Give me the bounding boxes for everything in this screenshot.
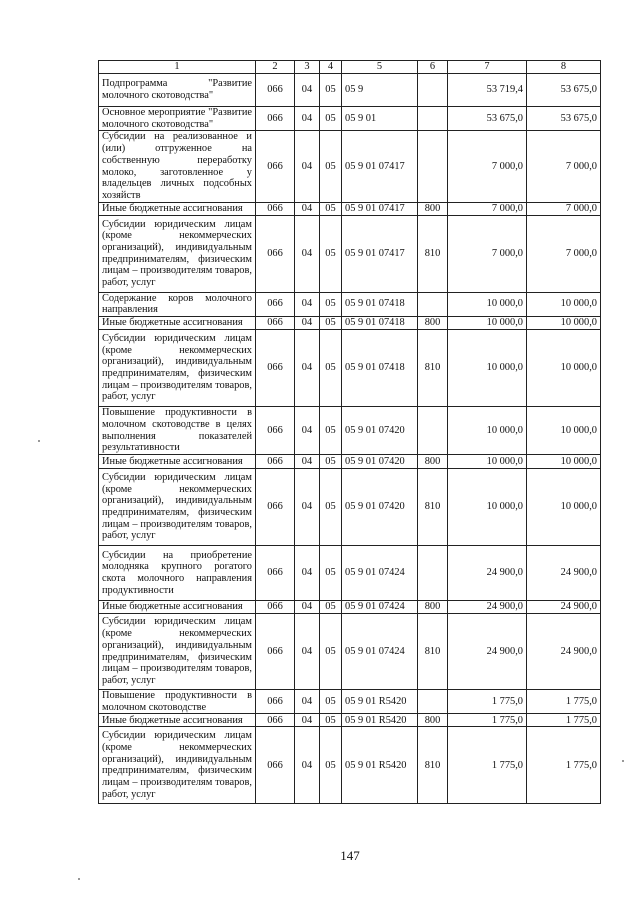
column-header-8: 8 (527, 61, 601, 74)
col-7-cell: 24 900,0 (448, 614, 527, 690)
col-7-cell: 10 000,0 (448, 317, 527, 330)
col-8-cell: 1 775,0 (527, 714, 601, 727)
col-5-cell: 05 9 01 07417 (342, 131, 418, 202)
col-7-cell: 1 775,0 (448, 727, 527, 804)
col-3-cell: 04 (295, 407, 320, 455)
col-6-cell (418, 407, 448, 455)
col-7-cell: 10 000,0 (448, 292, 527, 316)
col-7-cell: 24 900,0 (448, 546, 527, 601)
col-8-cell: 24 900,0 (527, 614, 601, 690)
row-name: Содержание коров молочного направления (99, 292, 256, 316)
col-6-cell: 810 (418, 614, 448, 690)
col-7-cell: 10 000,0 (448, 455, 527, 469)
col-5-cell: 05 9 01 07420 (342, 455, 418, 469)
col-3-cell: 04 (295, 714, 320, 727)
col-4-cell: 05 (320, 292, 342, 316)
col-8-cell: 10 000,0 (527, 455, 601, 469)
col-7-cell: 10 000,0 (448, 469, 527, 546)
col-5-cell: 05 9 (342, 74, 418, 107)
col-4-cell: 05 (320, 215, 342, 292)
col-4-cell: 05 (320, 614, 342, 690)
col-4-cell: 05 (320, 714, 342, 727)
row-name: Субсидии юридическим лицам (кроме некоммерческих организаций), индивидуальным предпринимателям, физическим лицам – производителям товаров, работ, услуг (99, 614, 256, 690)
col-3-cell: 04 (295, 317, 320, 330)
col-3-cell: 04 (295, 330, 320, 407)
table-row (99, 690, 601, 714)
col-3-cell: 04 (295, 74, 320, 107)
column-header-1: 1 (99, 61, 256, 74)
row-name: Иные бюджетные ассигнования (99, 455, 256, 469)
table-body (99, 74, 601, 804)
col-6-cell (418, 292, 448, 316)
col-6-cell: 810 (418, 727, 448, 804)
col-4-cell: 05 (320, 131, 342, 202)
table-row (99, 727, 601, 804)
column-header-2: 2 (256, 61, 295, 74)
col-7-cell: 7 000,0 (448, 131, 527, 202)
scan-speck (38, 440, 40, 442)
col-5-cell: 05 9 01 07424 (342, 546, 418, 601)
col-6-cell: 800 (418, 601, 448, 614)
col-2-cell: 066 (256, 292, 295, 316)
col-7-cell: 7 000,0 (448, 215, 527, 292)
col-2-cell: 066 (256, 131, 295, 202)
col-2-cell: 066 (256, 714, 295, 727)
table-row (99, 202, 601, 215)
col-3-cell: 04 (295, 202, 320, 215)
table-row (99, 131, 601, 202)
col-6-cell (418, 107, 448, 131)
col-4-cell: 05 (320, 74, 342, 107)
col-5-cell: 05 9 01 07424 (342, 614, 418, 690)
col-7-cell: 1 775,0 (448, 690, 527, 714)
table-row (99, 601, 601, 614)
col-8-cell: 1 775,0 (527, 727, 601, 804)
row-name: Иные бюджетные ассигнования (99, 714, 256, 727)
col-5-cell: 05 9 01 07424 (342, 601, 418, 614)
col-6-cell: 810 (418, 215, 448, 292)
col-4-cell: 05 (320, 407, 342, 455)
col-6-cell: 800 (418, 202, 448, 215)
col-5-cell: 05 9 01 R5420 (342, 727, 418, 804)
col-7-cell: 53 675,0 (448, 107, 527, 131)
column-header-4: 4 (320, 61, 342, 74)
col-7-cell: 1 775,0 (448, 714, 527, 727)
col-7-cell: 53 719,4 (448, 74, 527, 107)
col-7-cell: 24 900,0 (448, 601, 527, 614)
col-5-cell: 05 9 01 07417 (342, 202, 418, 215)
col-7-cell: 10 000,0 (448, 330, 527, 407)
col-8-cell: 53 675,0 (527, 107, 601, 131)
col-5-cell: 05 9 01 07417 (342, 215, 418, 292)
row-name: Иные бюджетные ассигнования (99, 317, 256, 330)
col-2-cell: 066 (256, 546, 295, 601)
page-number: 147 (340, 848, 360, 863)
col-4-cell: 05 (320, 202, 342, 215)
col-2-cell: 066 (256, 215, 295, 292)
row-name: Субсидии юридическим лицам (кроме некоммерческих организаций), индивидуальным предпринимателям, физическим лицам – производителям товаров, работ, услуг (99, 727, 256, 804)
row-name: Иные бюджетные ассигнования (99, 202, 256, 215)
col-7-cell: 7 000,0 (448, 202, 527, 215)
col-4-cell: 05 (320, 107, 342, 131)
col-4-cell: 05 (320, 690, 342, 714)
table-row (99, 546, 601, 601)
col-2-cell: 066 (256, 202, 295, 215)
col-8-cell: 7 000,0 (527, 215, 601, 292)
column-header-6: 6 (418, 61, 448, 74)
col-2-cell: 066 (256, 455, 295, 469)
col-5-cell: 05 9 01 R5420 (342, 714, 418, 727)
col-3-cell: 04 (295, 469, 320, 546)
table-row (99, 292, 601, 316)
col-6-cell (418, 690, 448, 714)
col-8-cell: 1 775,0 (527, 690, 601, 714)
budget-table (98, 60, 601, 804)
col-6-cell (418, 74, 448, 107)
col-2-cell: 066 (256, 330, 295, 407)
scan-speck (622, 760, 624, 762)
col-8-cell: 7 000,0 (527, 131, 601, 202)
col-2-cell: 066 (256, 317, 295, 330)
col-3-cell: 04 (295, 601, 320, 614)
col-3-cell: 04 (295, 215, 320, 292)
col-8-cell: 10 000,0 (527, 317, 601, 330)
col-8-cell: 24 900,0 (527, 601, 601, 614)
row-name: Повышение продуктивности в молочном скотоводстве (99, 690, 256, 714)
col-3-cell: 04 (295, 727, 320, 804)
col-8-cell: 10 000,0 (527, 292, 601, 316)
col-6-cell (418, 546, 448, 601)
col-5-cell: 05 9 01 07420 (342, 407, 418, 455)
table-row (99, 469, 601, 546)
col-5-cell: 05 9 01 R5420 (342, 690, 418, 714)
col-2-cell: 066 (256, 614, 295, 690)
col-3-cell: 04 (295, 690, 320, 714)
column-header-3: 3 (295, 61, 320, 74)
row-name: Субсидии на приобретение молодняка крупного рогатого скота молочного направления продуктивности (99, 546, 256, 601)
col-8-cell: 10 000,0 (527, 407, 601, 455)
col-4-cell: 05 (320, 546, 342, 601)
col-2-cell: 066 (256, 690, 295, 714)
table-row (99, 215, 601, 292)
row-name: Субсидии юридическим лицам (кроме некоммерческих организаций), индивидуальным предпринимателям, физическим лицам – производителям товаров, работ, услуг (99, 469, 256, 546)
col-6-cell (418, 131, 448, 202)
col-2-cell: 066 (256, 469, 295, 546)
col-8-cell: 7 000,0 (527, 202, 601, 215)
col-4-cell: 05 (320, 469, 342, 546)
col-5-cell: 05 9 01 07418 (342, 292, 418, 316)
col-3-cell: 04 (295, 455, 320, 469)
row-name: Иные бюджетные ассигнования (99, 601, 256, 614)
col-8-cell: 10 000,0 (527, 469, 601, 546)
table-row (99, 74, 601, 107)
col-7-cell: 10 000,0 (448, 407, 527, 455)
table-row (99, 407, 601, 455)
row-name: Повышение продуктивности в молочном скотоводстве в целях выполнения показателей результативности (99, 407, 256, 455)
col-4-cell: 05 (320, 455, 342, 469)
row-name: Субсидии на реализованное и (или) отгруженное на собственную переработку молоко, заготовленное у владельцев личных подсобных хозяйств (99, 131, 256, 202)
col-3-cell: 04 (295, 107, 320, 131)
table-row (99, 455, 601, 469)
col-5-cell: 05 9 01 07418 (342, 317, 418, 330)
scan-speck (78, 878, 80, 880)
row-name: Субсидии юридическим лицам (кроме некоммерческих организаций), индивидуальным предпринимателям, физическим лицам – производителям товаров, работ, услуг (99, 215, 256, 292)
col-4-cell: 05 (320, 317, 342, 330)
col-3-cell: 04 (295, 614, 320, 690)
column-header-5: 5 (342, 61, 418, 74)
col-6-cell: 810 (418, 330, 448, 407)
table-row (99, 317, 601, 330)
header-row (99, 61, 601, 74)
col-4-cell: 05 (320, 601, 342, 614)
col-3-cell: 04 (295, 292, 320, 316)
col-3-cell: 04 (295, 546, 320, 601)
col-5-cell: 05 9 01 07418 (342, 330, 418, 407)
row-name: Субсидии юридическим лицам (кроме некоммерческих организаций), индивидуальным предпринимателям, физическим лицам – производителям товаров, работ, услуг (99, 330, 256, 407)
col-2-cell: 066 (256, 727, 295, 804)
col-8-cell: 24 900,0 (527, 546, 601, 601)
col-3-cell: 04 (295, 131, 320, 202)
col-6-cell: 800 (418, 455, 448, 469)
col-4-cell: 05 (320, 727, 342, 804)
col-2-cell: 066 (256, 407, 295, 455)
row-name: Основное мероприятие "Развитие молочного скотоводства" (99, 107, 256, 131)
col-5-cell: 05 9 01 (342, 107, 418, 131)
col-4-cell: 05 (320, 330, 342, 407)
col-2-cell: 066 (256, 601, 295, 614)
column-header-7: 7 (448, 61, 527, 74)
col-2-cell: 066 (256, 107, 295, 131)
col-8-cell: 53 675,0 (527, 74, 601, 107)
row-name: Подпрограмма "Развитие молочного скотоводства" (99, 74, 256, 107)
col-6-cell: 800 (418, 714, 448, 727)
col-2-cell: 066 (256, 74, 295, 107)
table-row (99, 714, 601, 727)
table-row (99, 107, 601, 131)
col-6-cell: 800 (418, 317, 448, 330)
col-5-cell: 05 9 01 07420 (342, 469, 418, 546)
table-row (99, 614, 601, 690)
col-6-cell: 810 (418, 469, 448, 546)
col-8-cell: 10 000,0 (527, 330, 601, 407)
table-row (99, 330, 601, 407)
